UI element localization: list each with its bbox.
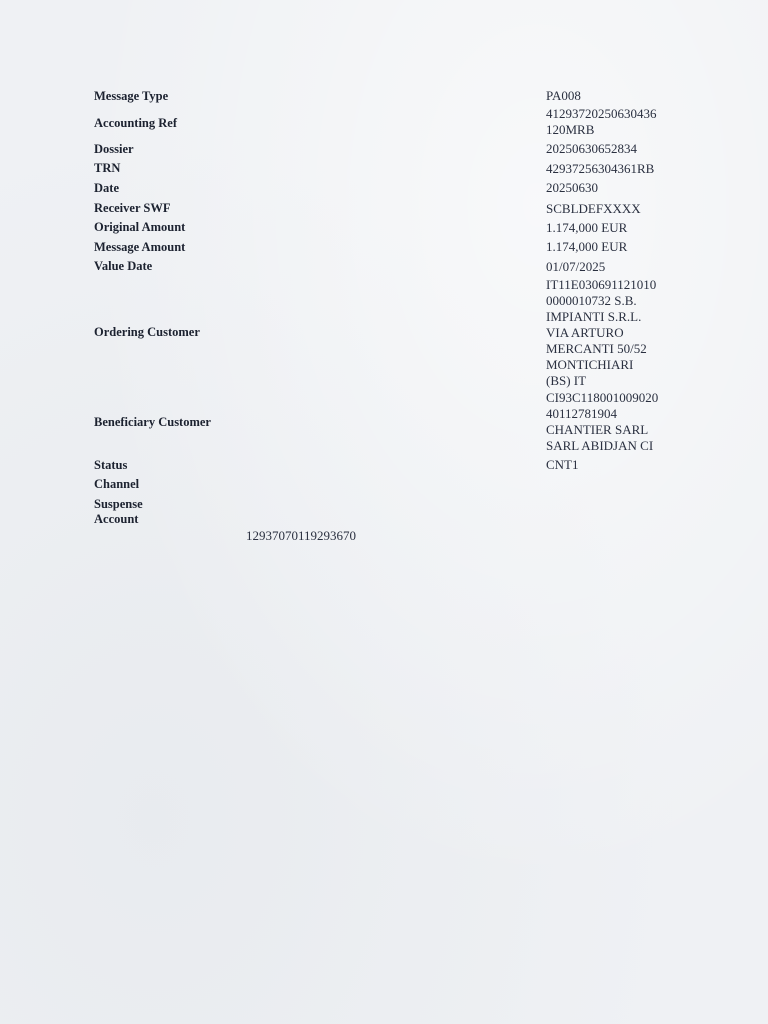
label-beneficiary-customer: Beneficiary Customer xyxy=(94,415,211,429)
value-ordering-customer: IT11E030691121010 0000010732 S.B. IMPIANTI S.R.L. VIA ARTURO MERCANTI 50/52 MONTICHIARI (BS) IT xyxy=(546,277,657,388)
value-message-amount: 1.174,000 EUR xyxy=(546,239,628,254)
value-date: 20250630 xyxy=(546,180,598,195)
label-trn: TRN xyxy=(94,161,121,175)
value-receiver-swf: SCBLDEFXXXX xyxy=(546,201,641,216)
label-value-date: Value Date xyxy=(94,259,153,273)
value-accounting-ref: 41293720250630436 120MRB xyxy=(546,106,657,137)
value-dossier: 20250630652834 xyxy=(546,141,637,156)
label-receiver-swf: Receiver SWF xyxy=(94,201,171,215)
label-channel: Channel xyxy=(94,477,140,491)
suspense-account-number: 12937070119293670 xyxy=(246,528,357,543)
value-message-type: PA008 xyxy=(546,88,581,103)
label-dossier: Dossier xyxy=(94,142,134,156)
value-status: CNT1 xyxy=(546,457,579,472)
value-trn: 42937256304361RB xyxy=(546,161,655,176)
label-ordering-customer: Ordering Customer xyxy=(94,325,200,339)
value-original-amount: 1.174,000 EUR xyxy=(546,220,628,235)
label-accounting-ref: Accounting Ref xyxy=(94,116,177,130)
label-original-amount: Original Amount xyxy=(94,220,186,234)
label-date: Date xyxy=(94,181,119,195)
label-message-type: Message Type xyxy=(94,89,169,103)
value-value-date: 01/07/2025 xyxy=(546,259,606,274)
value-beneficiary-customer: CI93C118001009020 40112781904 CHANTIER SARL SARL ABIDJAN CI xyxy=(546,390,659,453)
label-message-amount: Message Amount xyxy=(94,240,186,254)
label-status: Status xyxy=(94,458,128,472)
label-suspense-account: Suspense Account xyxy=(94,497,143,526)
